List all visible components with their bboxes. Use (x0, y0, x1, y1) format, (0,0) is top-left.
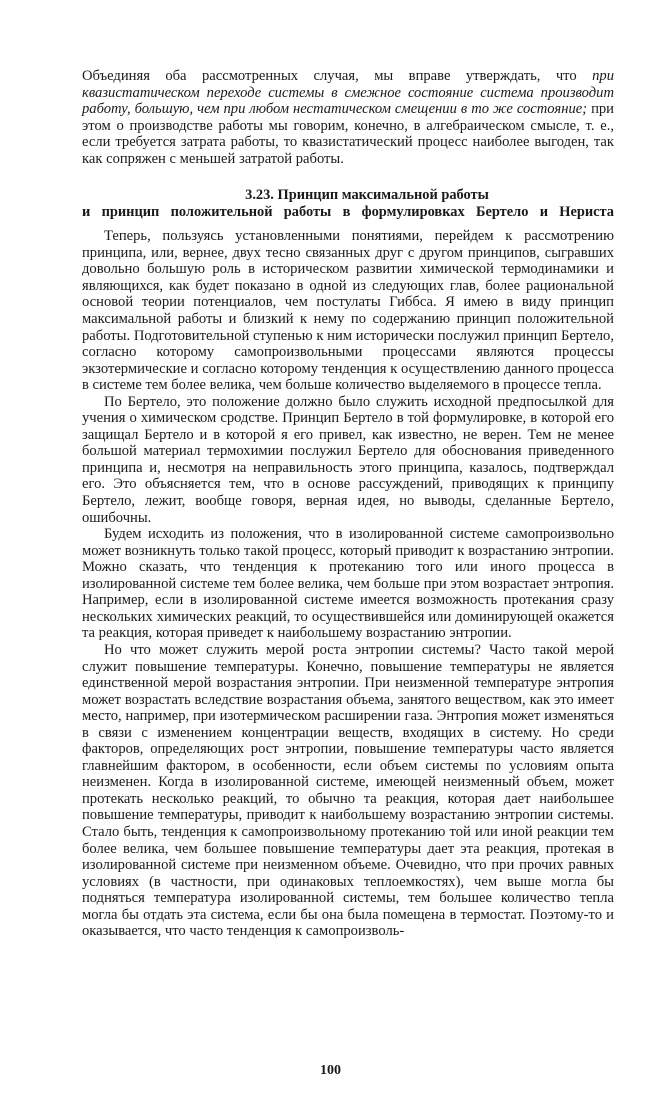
intro-italic-statement: при квазистатическом переходе системы в смежное состояние система производит работу, большую, чем при любом нестатическом смещении в то же состояние; (82, 68, 614, 118)
section-heading (82, 187, 614, 221)
paragraph-4: Но что может служить мерой роста энтропии системы? Часто такой мерой служит повышение температуры. Конечно, повышение температуры не является единственной мерой возрастания энтропии. При неизменной температуре энтропия может возрастать вследствие возрастания объема, занятого веществом, как это имеет место, например, при изотермическом расширении газа. Энтропия может изменяться в связи с изменением концентрации веществ, входящих в систему. Но среди факторов, определяющих рост энтропии, повышение температуры часто является главнейшим фактором, в особенности, если объем системы по условиям опыта неизменен. Когда в изолированной системе, имеющей неизменный объем, может протекать несколько реакций, то обычно та реакция, которая дает наибольшее повышение температуры, приводит к наибольшему возрастанию энтропии системы. Стало быть, тенденция к самопроизвольному протеканию той или иной реакции тем более велика, чем большее повышение температуры дает эта реакция, протекая в изолированной системе при неизменном объеме. Очевидно, что при прочих равных условиях (в частности, при одинаковых теплоемкостях), чем выше могла бы подняться температура изолированной системы, тем большее количество тепла могла бы отдать эта система, если бы она была помещена в термостат. Поэтому-то и оказывается, что часто тенденция к самопроизволь- (82, 641, 614, 940)
intro-text-1: Объединяя оба рассмотренных случая, мы вправе утверждать, что (82, 68, 593, 84)
section-title-line-2: и принцип положительной работы в формулировках Бертело и Нериста (82, 204, 614, 221)
intro-paragraph (82, 68, 614, 167)
paragraph-3: Будем исходить из положения, что в изолированной системе самопроизвольно может возникнуть только такой процесс, который приводит к возрастанию энтропии. Можно сказать, что тенденция к протеканию того или иного процесса в изолированной системе тем более велика, чем больше при этом возрастает энтропия. Например, если в изолированной системе имеется возможность протекания сразу нескольких химических реакций, то осуществившейся или доминирующей окажется та реакция, которая приведет к наибольшему возрастанию энтропии. (82, 526, 614, 642)
paragraph-1: Теперь, пользуясь установленными понятиями, перейдем к рассмотрению принципа, или, вернее, двух тесно связанных друг с другом принципов, сыгравших довольно большую роль в историческом развитии химической термодинамики и являющихся, как будет показано в одной из следующих глав, более рациональной основой теории потенциалов, чем постулаты Гиббса. Я имею в виду принцип максимальной работы и близкий к нему по содержанию принцип положительной работы. Подготовительной ступенью к ним исторически послужил принцип Бертело, согласно которому самопроизвольными процессами являются процессы экзотермические и согласно которому тенденция к осуществлению данного процесса в системе тем более велика, чем больше количество выделяемого в процессе тепла. (82, 228, 614, 394)
page-number: 100 (320, 1063, 341, 1078)
page-body (82, 68, 614, 940)
section-title-line-1: 3.23. Принцип максимальной работы (245, 187, 489, 204)
intro-text-2: при этом о производстве работы мы говорим, конечно, в алгебраическом смысле, т. е., если требуется затрата работы, то квазистатический процесс наиболее выгоден, так как сопряжен с меньшей затратой работы. (82, 101, 614, 167)
paragraph-2: По Бертело, это положение должно было служить исходной предпосылкой для учения о химическом сродстве. Принцип Бертело в той формулировке, в которой его защищал Бертело и в которой я его привел, как известно, не верен. Тем не менее большой материал термохимии послужил Бертело для обоснования приведенного принципа и, несмотря на неправильность этого принципа, казалось, подтверждал его. Это объясняется тем, что в основе рассуждений, приводящих к принципу Бертело, лежит, вообще говоря, верная идея, но выводы, сделанные Бертело, ошибочны. (82, 393, 614, 526)
